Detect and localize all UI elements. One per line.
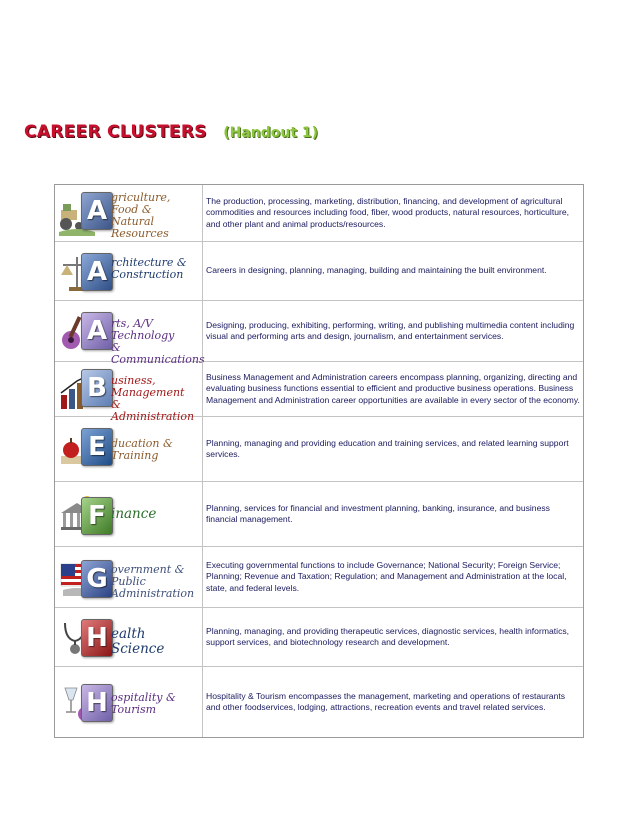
cluster-name: overnment & Public Administration xyxy=(111,563,195,600)
cluster-name: usiness, Management & Administration xyxy=(111,374,195,423)
cluster-description: Hospitality & Tourism encompasses the management, marketing and operations of restaurants and other foodservices, lodging, attractions, recreation events and travel related services. xyxy=(206,690,566,712)
cluster-logo xyxy=(55,608,203,666)
cluster-letter: F xyxy=(81,497,113,535)
cluster-logo xyxy=(55,667,203,737)
cluster-name: ducation & Training xyxy=(111,437,173,462)
title-main: CAREER CLUSTERS xyxy=(24,122,207,142)
cluster-letter: G xyxy=(81,560,113,598)
cluster-description: The production, processing, marketing, distribution, financing, and development of agricultural commodities and resources including food, fiber, wood products, natural resources, horticulture, and other plant and animal products/resources. xyxy=(206,195,570,229)
cluster-description: Careers in designing, planning, managing, building and maintaining the built environment. xyxy=(206,265,547,276)
cluster-letter: H xyxy=(81,619,113,657)
cluster-logo xyxy=(55,547,203,607)
cluster-name: inance xyxy=(111,506,157,522)
table-row xyxy=(55,667,583,737)
cluster-logo xyxy=(55,185,203,241)
cluster-name: rts, A/V Technology & Communications xyxy=(111,317,205,366)
cluster-letter: A xyxy=(81,312,113,350)
cluster-name: griculture, Food & Natural Resources xyxy=(111,191,171,240)
cluster-description: Planning, managing, and providing therapeutic services, diagnostic services, health informatics, support services, and biotechnology research and development. xyxy=(206,625,570,647)
cluster-letter: A xyxy=(81,253,113,291)
cluster-logo xyxy=(55,362,203,423)
cluster-letter: H xyxy=(81,684,113,722)
cluster-logo xyxy=(55,242,203,300)
table-row xyxy=(55,362,583,423)
cluster-letter: A xyxy=(81,192,113,230)
cluster-letter: B xyxy=(81,369,113,407)
cluster-description: Planning, services for financial and investment planning, banking, insurance, and business financial management. xyxy=(206,502,550,524)
cluster-description: Business Management and Administration careers encompass planning, organizing, directing and evaluating business functions essential to efficient and productive business operations. Business Management and Administration career opportunities are available in every sector of the economy. xyxy=(206,371,580,405)
cluster-logo xyxy=(55,417,203,481)
cluster-description: Planning, managing and providing education and training services, and related learning support services. xyxy=(206,437,569,459)
cluster-name: rchitecture & Construction xyxy=(111,256,187,281)
cluster-name: ealth Science xyxy=(111,626,165,657)
career-clusters-table xyxy=(54,184,584,738)
table-row xyxy=(55,185,583,242)
table-row xyxy=(55,301,583,366)
cluster-name: ospitality & Tourism xyxy=(111,691,176,716)
table-row xyxy=(55,482,583,547)
title-handout: (Handout 1) xyxy=(223,125,319,141)
table-row xyxy=(55,547,583,608)
cluster-logo xyxy=(55,301,205,366)
table-row xyxy=(55,417,583,482)
table-row xyxy=(55,608,583,667)
cluster-description: Executing governmental functions to include Governance; National Security; Foreign Service; Planning; Revenue and Taxation; Regulation; and Management and Administration at the local, state, and federal levels. xyxy=(206,559,567,593)
table-row xyxy=(55,242,583,301)
cluster-logo xyxy=(55,482,203,546)
cluster-letter: E xyxy=(81,428,113,466)
cluster-description: Designing, producing, exhibiting, performing, writing, and publishing multimedia content including visual and performing arts and design, journalism, and entertainment services. xyxy=(206,319,575,341)
page-title xyxy=(24,122,318,142)
